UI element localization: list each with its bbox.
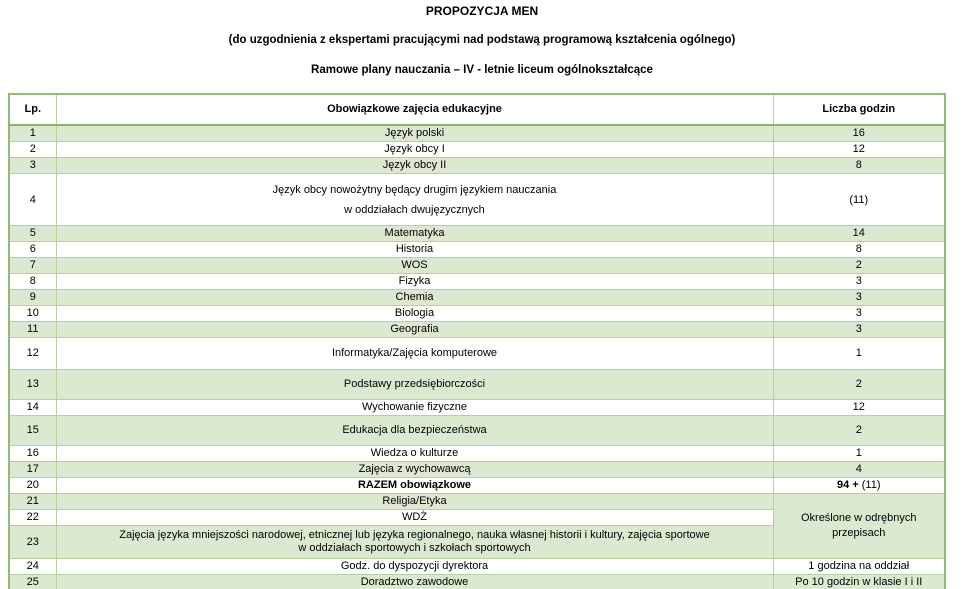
hours-cell: 12 <box>773 400 945 416</box>
plan-table <box>8 93 946 589</box>
lp-cell: 23 <box>9 526 56 559</box>
table-body <box>9 125 945 589</box>
hours-cell: 8 <box>773 242 945 258</box>
doc-subtitle-2: Ramowe plany nauczania – IV - letnie liceum ogólnokształcące <box>311 64 653 76</box>
subject-cell: Matematyka <box>56 226 773 242</box>
hours-cell: (11) <box>773 174 945 226</box>
lp-cell: 10 <box>9 306 56 322</box>
hours-cell: 8 <box>773 158 945 174</box>
table-row <box>9 290 945 306</box>
hours-cell: 3 <box>773 306 945 322</box>
hours-cell: 1 <box>773 338 945 370</box>
lp-cell: 17 <box>9 462 56 478</box>
hours-cell: 4 <box>773 462 945 478</box>
subject-cell: Geografia <box>56 322 773 338</box>
subject-cell: Język obcy nowożytny będący drugim językiem nauczania w oddziałach dwujęzycznych <box>56 174 773 226</box>
col-header-subjects: Obowiązkowe zajęcia edukacyjne <box>56 94 773 125</box>
document-header <box>0 0 964 77</box>
subject-cell: WOS <box>56 258 773 274</box>
subject-cell: Doradztwo zawodowe <box>56 575 773 589</box>
subject-cell: Język obcy I <box>56 142 773 158</box>
table-row <box>9 559 945 575</box>
table-row <box>9 462 945 478</box>
lp-cell: 24 <box>9 559 56 575</box>
lp-cell: 2 <box>9 142 56 158</box>
lp-cell: 3 <box>9 158 56 174</box>
subject-cell: Język polski <box>56 125 773 142</box>
table-row <box>9 125 945 142</box>
doc-title: PROPOZYCJA MEN <box>425 4 539 18</box>
table-row <box>9 446 945 462</box>
subject-cell: Fizyka <box>56 274 773 290</box>
lp-cell: 25 <box>9 575 56 589</box>
table-row <box>9 274 945 290</box>
lp-cell: 7 <box>9 258 56 274</box>
table-row <box>9 400 945 416</box>
lp-cell: 6 <box>9 242 56 258</box>
table-row <box>9 142 945 158</box>
subject-cell: Wychowanie fizyczne <box>56 400 773 416</box>
table-row <box>9 174 945 226</box>
hours-merged-cell: Określone w odrębnych przepisach <box>773 494 945 559</box>
table-row <box>9 306 945 322</box>
subject-cell: Chemia <box>56 290 773 306</box>
table-row <box>9 226 945 242</box>
table-header-row <box>9 94 945 125</box>
subject-cell: WDŻ <box>56 510 773 526</box>
hours-cell: 3 <box>773 290 945 306</box>
hours-cell: 14 <box>773 226 945 242</box>
col-header-hours: Liczba godzin <box>773 94 945 125</box>
hours-cell: 2 <box>773 370 945 400</box>
lp-cell: 20 <box>9 478 56 494</box>
subject-cell: Wiedza o kulturze <box>56 446 773 462</box>
hours-cell: 1 godzina na oddział <box>773 559 945 575</box>
hours-cell: 1 <box>773 446 945 462</box>
hours-cell: 3 <box>773 274 945 290</box>
doc-subtitle: (do uzgodnienia z ekspertami pracującymi nad podstawą programową kształcenia ogólnego) <box>228 34 736 46</box>
hours-cell: 2 <box>773 416 945 446</box>
lp-cell: 1 <box>9 125 56 142</box>
table-row <box>9 494 945 510</box>
subject-cell: Język obcy II <box>56 158 773 174</box>
lp-cell: 12 <box>9 338 56 370</box>
subject-cell: Podstawy przedsiębiorczości <box>56 370 773 400</box>
hours-cell: 2 <box>773 258 945 274</box>
hours-cell: 12 <box>773 142 945 158</box>
subject-cell: Informatyka/Zajęcia komputerowe <box>56 338 773 370</box>
lp-cell: 13 <box>9 370 56 400</box>
subject-cell: Historia <box>56 242 773 258</box>
table-row <box>9 478 945 494</box>
hours-cell: 3 <box>773 322 945 338</box>
table-row <box>9 370 945 400</box>
lp-cell: 4 <box>9 174 56 226</box>
hours-cell: 94 + (11) <box>773 478 945 494</box>
subject-cell: RAZEM obowiązkowe <box>56 478 773 494</box>
subject-cell: Zajęcia z wychowawcą <box>56 462 773 478</box>
lp-cell: 16 <box>9 446 56 462</box>
lp-cell: 5 <box>9 226 56 242</box>
lp-cell: 9 <box>9 290 56 306</box>
subject-cell: Edukacja dla bezpieczeństwa <box>56 416 773 446</box>
table-row <box>9 338 945 370</box>
table-row <box>9 158 945 174</box>
lp-cell: 8 <box>9 274 56 290</box>
table-row <box>9 258 945 274</box>
lp-cell: 11 <box>9 322 56 338</box>
lp-cell: 22 <box>9 510 56 526</box>
hours-cell: Po 10 godzin w klasie I i II <box>773 575 945 589</box>
hours-cell: 16 <box>773 125 945 142</box>
table-row <box>9 242 945 258</box>
subject-cell: Zajęcia języka mniejszości narodowej, etnicznej lub języka regionalnego, nauka własnej historii i kultury, zajęcia sportowe w oddziałach sportowych i szkołach sportowych <box>56 526 773 559</box>
subject-cell: Biologia <box>56 306 773 322</box>
subject-cell: Religia/Etyka <box>56 494 773 510</box>
col-header-lp: Lp. <box>9 94 56 125</box>
table-row <box>9 322 945 338</box>
lp-cell: 21 <box>9 494 56 510</box>
table-row <box>9 416 945 446</box>
table-row <box>9 575 945 589</box>
subject-cell: Godz. do dyspozycji dyrektora <box>56 559 773 575</box>
lp-cell: 15 <box>9 416 56 446</box>
lp-cell: 14 <box>9 400 56 416</box>
